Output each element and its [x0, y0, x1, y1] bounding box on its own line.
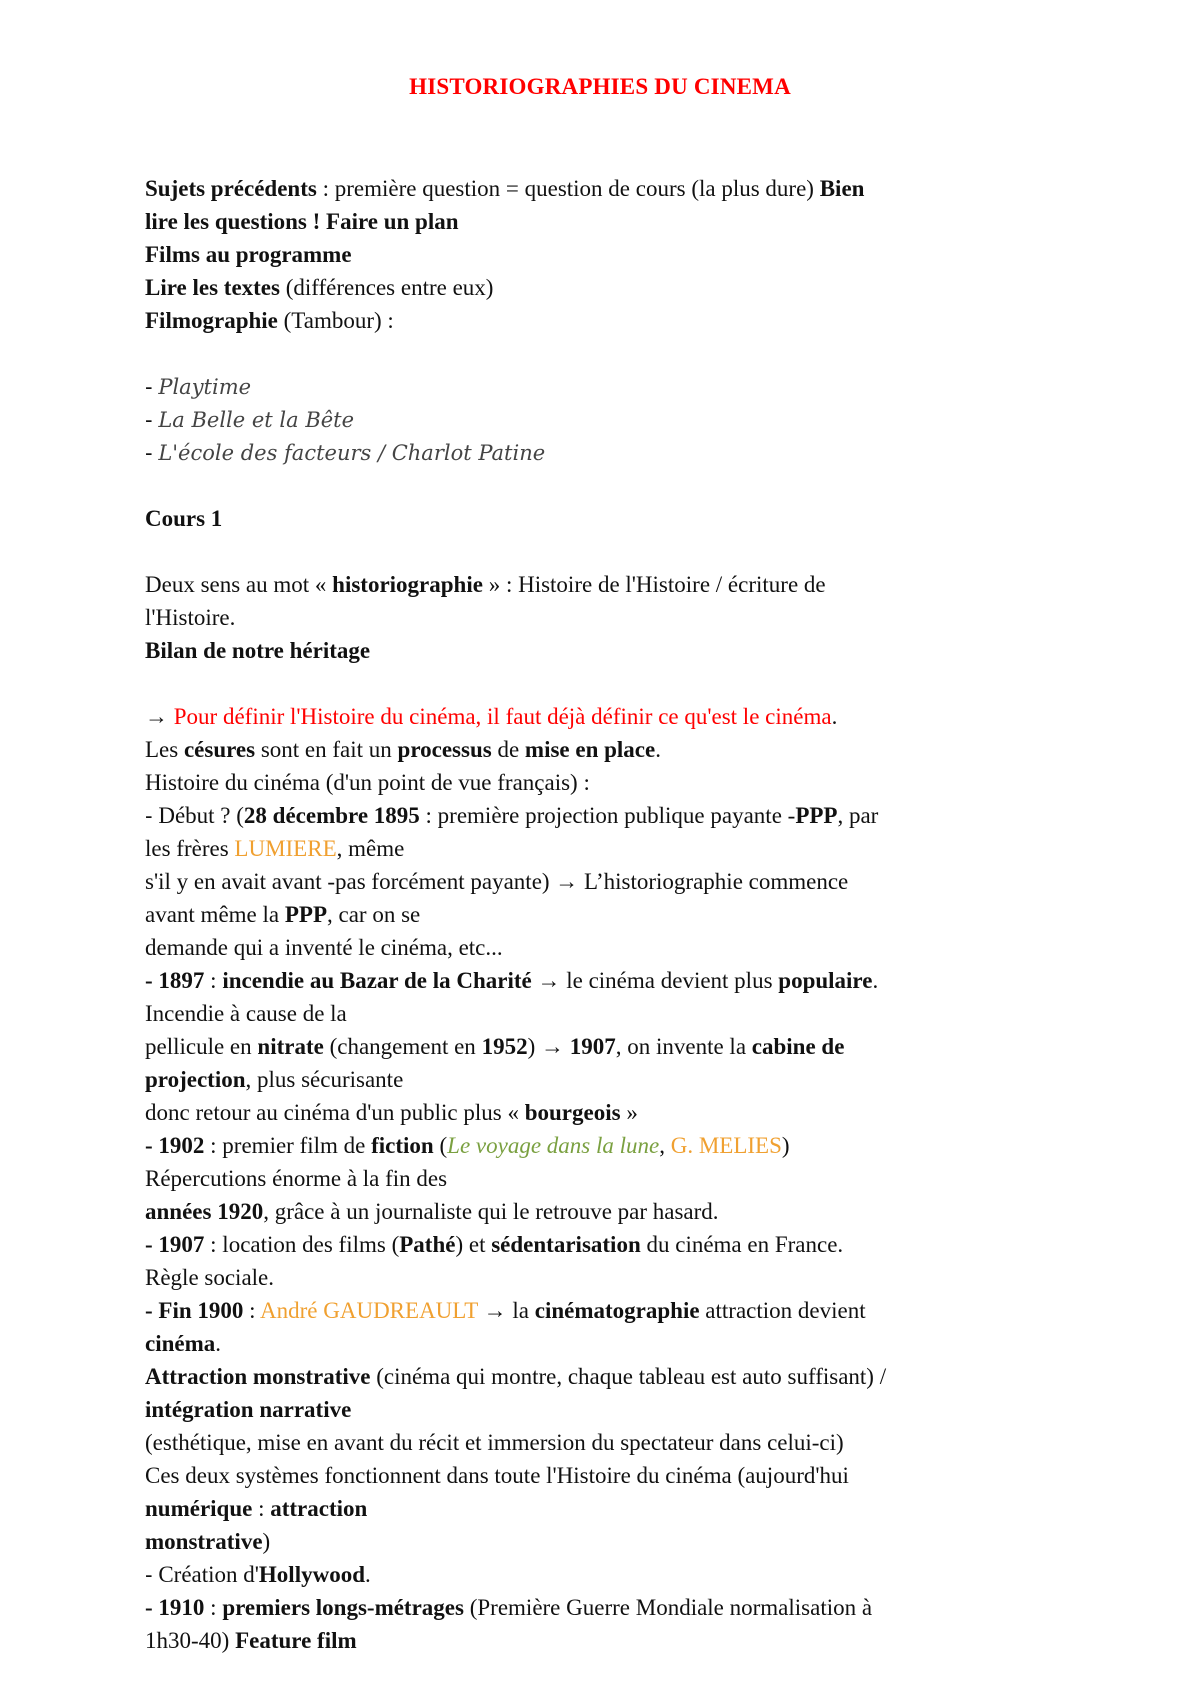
dash-bullet: - [145, 375, 153, 399]
text-line: → Pour définir l'Histoire du cinéma, il faut déjà définir ce qu'est le cinéma. [145, 704, 838, 729]
text-line: Histoire du cinéma (d'un point de vue français) : [145, 770, 590, 795]
text-line: pellicule en nitrate (changement en 1952) → 1907, on invente la cabine de [145, 1034, 845, 1059]
text-line: Répercutions énorme à la fin des [145, 1166, 448, 1191]
text-line: - Début ? (28 décembre 1895 : première projection publique payante -PPP, par [145, 803, 879, 828]
text-line: l'Histoire. [145, 605, 236, 630]
section-heading: Cours 1 [145, 506, 223, 531]
text-line: monstrative) [145, 1529, 271, 1554]
text-line: - Création d'Hollywood. [145, 1562, 371, 1587]
text-line: cinéma. [145, 1331, 222, 1356]
text-line: - 1897 : incendie au Bazar de la Charité → le cinéma devient plus populaire. [145, 968, 879, 993]
text-line: Ces deux systèmes fonctionnent dans toute l'Histoire du cinéma (aujourd'hui [145, 1463, 849, 1488]
film-item: - La Belle et la Bête [145, 408, 355, 432]
text-line: s'il y en avait avant -pas forcément payante) → L’historiographie commence [145, 869, 849, 894]
text-line: Les césures sont en fait un processus de mise en place. [145, 737, 661, 762]
text-line: - 1907 : location des films (Pathé) et sédentarisation du cinéma en France. [145, 1232, 844, 1257]
text-line: Règle sociale. [145, 1265, 275, 1290]
text-line: intégration narrative [145, 1397, 352, 1422]
dash-bullet: - [145, 1563, 153, 1587]
film-item: - L'école des facteurs / Charlot Patine [145, 441, 546, 465]
text-line: - 1902 : premier film de fiction (Le voyage dans la lune, G. MELIES) [145, 1133, 790, 1158]
text-line: numérique : attraction [145, 1496, 368, 1521]
text-line: Bilan de notre héritage [145, 638, 371, 663]
intro-line-1: Sujets précédents : première question = question de cours (la plus dure) Bien [145, 176, 865, 201]
text-line: avant même la PPP, car on se [145, 902, 421, 927]
intro-line-2: lire les questions ! Faire un plan [145, 209, 459, 234]
text-line: les frères LUMIERE, même [145, 836, 405, 861]
dash-bullet: - [145, 441, 153, 465]
document-body [145, 172, 1090, 1657]
intro-line-5: Filmographie (Tambour) : [145, 308, 394, 333]
text-line: - Fin 1900 : André GAUDREAULT → la cinématographie attraction devient [145, 1298, 866, 1323]
text-line: 1h30-40) Feature film [145, 1628, 357, 1653]
text-line: Incendie à cause de la [145, 1001, 347, 1026]
intro-line-4: Lire les textes (différences entre eux) [145, 275, 494, 300]
text-line: projection, plus sécurisante [145, 1067, 404, 1092]
page-title: HISTORIOGRAPHIES DU CINEMA [409, 74, 791, 99]
dash-bullet: - [145, 408, 153, 432]
intro-line-3: Films au programme [145, 242, 352, 267]
text-line: donc retour au cinéma d'un public plus « bourgeois » [145, 1100, 638, 1125]
film-item: - Playtime [145, 375, 252, 399]
text-line: Attraction monstrative (cinéma qui montre, chaque tableau est auto suffisant) / [145, 1364, 887, 1389]
dash-bullet: - [145, 804, 153, 828]
text-line: années 1920, grâce à un journaliste qui le retrouve par hasard. [145, 1199, 719, 1224]
text-line: Deux sens au mot « historiographie » : Histoire de l'Histoire / écriture de [145, 572, 826, 597]
text-line: (esthétique, mise en avant du récit et immersion du spectateur dans celui-ci) [145, 1430, 844, 1455]
label-sujets: Sujets précédents [145, 176, 317, 201]
text-line: demande qui a inventé le cinéma, etc... [145, 935, 503, 960]
text-line: - 1910 : premiers longs-métrages (Première Guerre Mondiale normalisation à [145, 1595, 873, 1620]
